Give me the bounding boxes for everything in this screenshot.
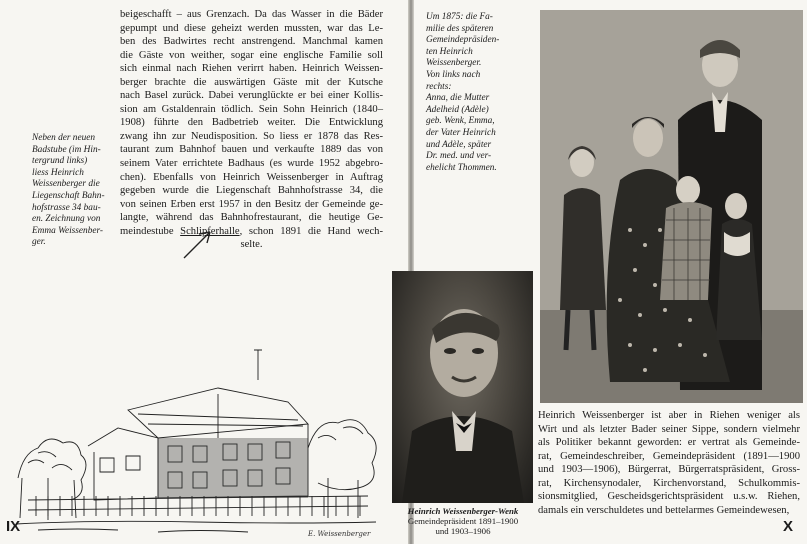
caption-line: Anna, die Mutter bbox=[426, 93, 490, 104]
text-line: langte, während das Bahnhofrestaurant, die heutige Ge- bbox=[120, 212, 383, 224]
underlined-name: Schlipferhalle bbox=[180, 225, 240, 237]
sketch-signature: E. Weissenberger bbox=[308, 530, 371, 538]
text-segment: , schon 1891 die Hand wech- bbox=[239, 225, 383, 237]
text-segment: meindestube bbox=[120, 225, 181, 237]
text-line-last: damals ein verschuldetes und bettelarmes Gemeindewesen, bbox=[538, 504, 790, 516]
caption-line: Dr. med. und ver- bbox=[426, 151, 492, 162]
caption-line: rechts: bbox=[426, 81, 452, 92]
text-line: zwang ihn zur Neudisposition. So liess er 1878 das Res- bbox=[120, 130, 383, 142]
text-line: chen). Ebenfalls von Heinrich Weissenberger in Auftrag bbox=[120, 171, 383, 183]
caption-line: ten Heinrich bbox=[426, 46, 473, 57]
caption-line: und Adèle, später bbox=[426, 139, 492, 150]
caption-line: milie des späteren bbox=[426, 23, 494, 34]
caption-line: hofstrasse 34 bau- bbox=[32, 202, 101, 213]
caption-line: Gemeindepräsiden- bbox=[426, 35, 500, 46]
family-photo-caption bbox=[426, 12, 544, 174]
caption-line: Weissenberger. bbox=[426, 58, 482, 69]
text-line: Heinrich Weissenberger ist aber in Riehen weniger als bbox=[538, 410, 800, 421]
caption-line: Liegenschaft Bahn- bbox=[32, 190, 105, 201]
caption-line: Adelheid (Adèle) bbox=[426, 104, 489, 115]
text-line: rat, Kirchensynodaler, Kirchenvorstand, Schulkommis- bbox=[538, 477, 800, 489]
caption-line: tergrund links) bbox=[32, 156, 88, 167]
caption-line: Emma Weissenber- bbox=[32, 225, 103, 236]
caption-line: Von links nach bbox=[426, 69, 481, 80]
text-line: 1908) führte den Badbetrieb weiter. Die Entwicklung bbox=[120, 117, 383, 129]
text-line: sich einmal nach Riehen verirrt haben. Heinrich Weissen- bbox=[120, 63, 383, 75]
caption-line: ehelicht Thommen. bbox=[426, 162, 497, 173]
portrait-office-years: und 1903–1906 bbox=[435, 526, 491, 537]
text-line: von seinen Erben erst 1957 in den Besitz der Gemeinde ge- bbox=[120, 198, 383, 210]
portrait-caption bbox=[393, 506, 533, 537]
text-line: als Politiker bekannt geworden: er vertrat als Gemeinde- bbox=[538, 437, 800, 449]
text-line: beigeschafft – aus Grenzach. Da das Wasser in die Bäder bbox=[120, 9, 383, 20]
caption-line: liess Heinrich bbox=[32, 167, 84, 178]
caption-line: ger. bbox=[32, 237, 46, 248]
text-line: sion am Gstaldenrain tödlich. Sein Sohn Heinrich (1840– bbox=[120, 103, 383, 115]
text-line: gepumpt und diese geheizt werden mussten, war das Le- bbox=[120, 22, 383, 34]
page-number-left: IX bbox=[6, 518, 21, 535]
text-line: und 1903—1906), Bürgerrat, Bürgerratspräsident, Gross- bbox=[538, 464, 800, 476]
text-line: sionsmitglied, Gescheidsgerichtspräsident u.s.w. Riehen, bbox=[538, 491, 800, 503]
bottom-text-column bbox=[538, 409, 800, 517]
text-line-underlined bbox=[120, 225, 383, 239]
text-line: rat, Gemeindeschreiber, Gemeindepräsident (1891—1900 bbox=[538, 450, 800, 462]
caption-line: geb. Wenk, Emma, bbox=[426, 116, 495, 127]
text-line: berger brachte die auswärtigen Gäste mit der Kutsche bbox=[120, 76, 383, 88]
sketch-caption bbox=[32, 133, 116, 249]
text-line-last: selte. bbox=[240, 239, 263, 251]
caption-line: Weissenberger die bbox=[32, 179, 100, 190]
caption-line: der Vater Heinrich bbox=[426, 127, 496, 138]
portrait-photo bbox=[392, 271, 533, 503]
text-line: gegeben wurde die Liegenschaft Bahnhofstrasse 34, die bbox=[120, 185, 383, 197]
house-sketch-drawing bbox=[8, 328, 388, 540]
caption-line: Badstube (im Hin- bbox=[32, 144, 101, 155]
family-photo bbox=[540, 10, 803, 403]
caption-line: Um 1875: die Fa- bbox=[426, 12, 493, 22]
text-line: ben des Badwirtes recht anstrengend. Manchmal kamen bbox=[120, 36, 383, 48]
portrait-name: Heinrich Weissenberger-Wenk bbox=[407, 506, 519, 516]
main-text-column bbox=[120, 8, 383, 252]
handwritten-arrow-icon bbox=[180, 228, 220, 260]
caption-line: Neben der neuen bbox=[32, 133, 95, 143]
text-line: die Gäste von weither, sogar eine englische Familie soll bbox=[120, 49, 383, 61]
portrait-office: Gemeindepräsident 1891–1900 bbox=[407, 516, 519, 527]
text-line: Wirt und als letzter Bader seiner Sippe, sondern vielmehr bbox=[538, 423, 800, 435]
text-line: nach Basel zurück. Dabei verunglückte er bei einer Kollis- bbox=[120, 90, 383, 102]
page-number-right: X bbox=[783, 518, 794, 535]
caption-line: en. Zeichnung von bbox=[32, 214, 101, 225]
text-line: seinem Vater errichtete Badhaus (es wurde 1952 abgebro- bbox=[120, 158, 383, 170]
text-line: taurant zum Bahnhof bauen und verkaufte 1889 das von bbox=[120, 144, 383, 156]
